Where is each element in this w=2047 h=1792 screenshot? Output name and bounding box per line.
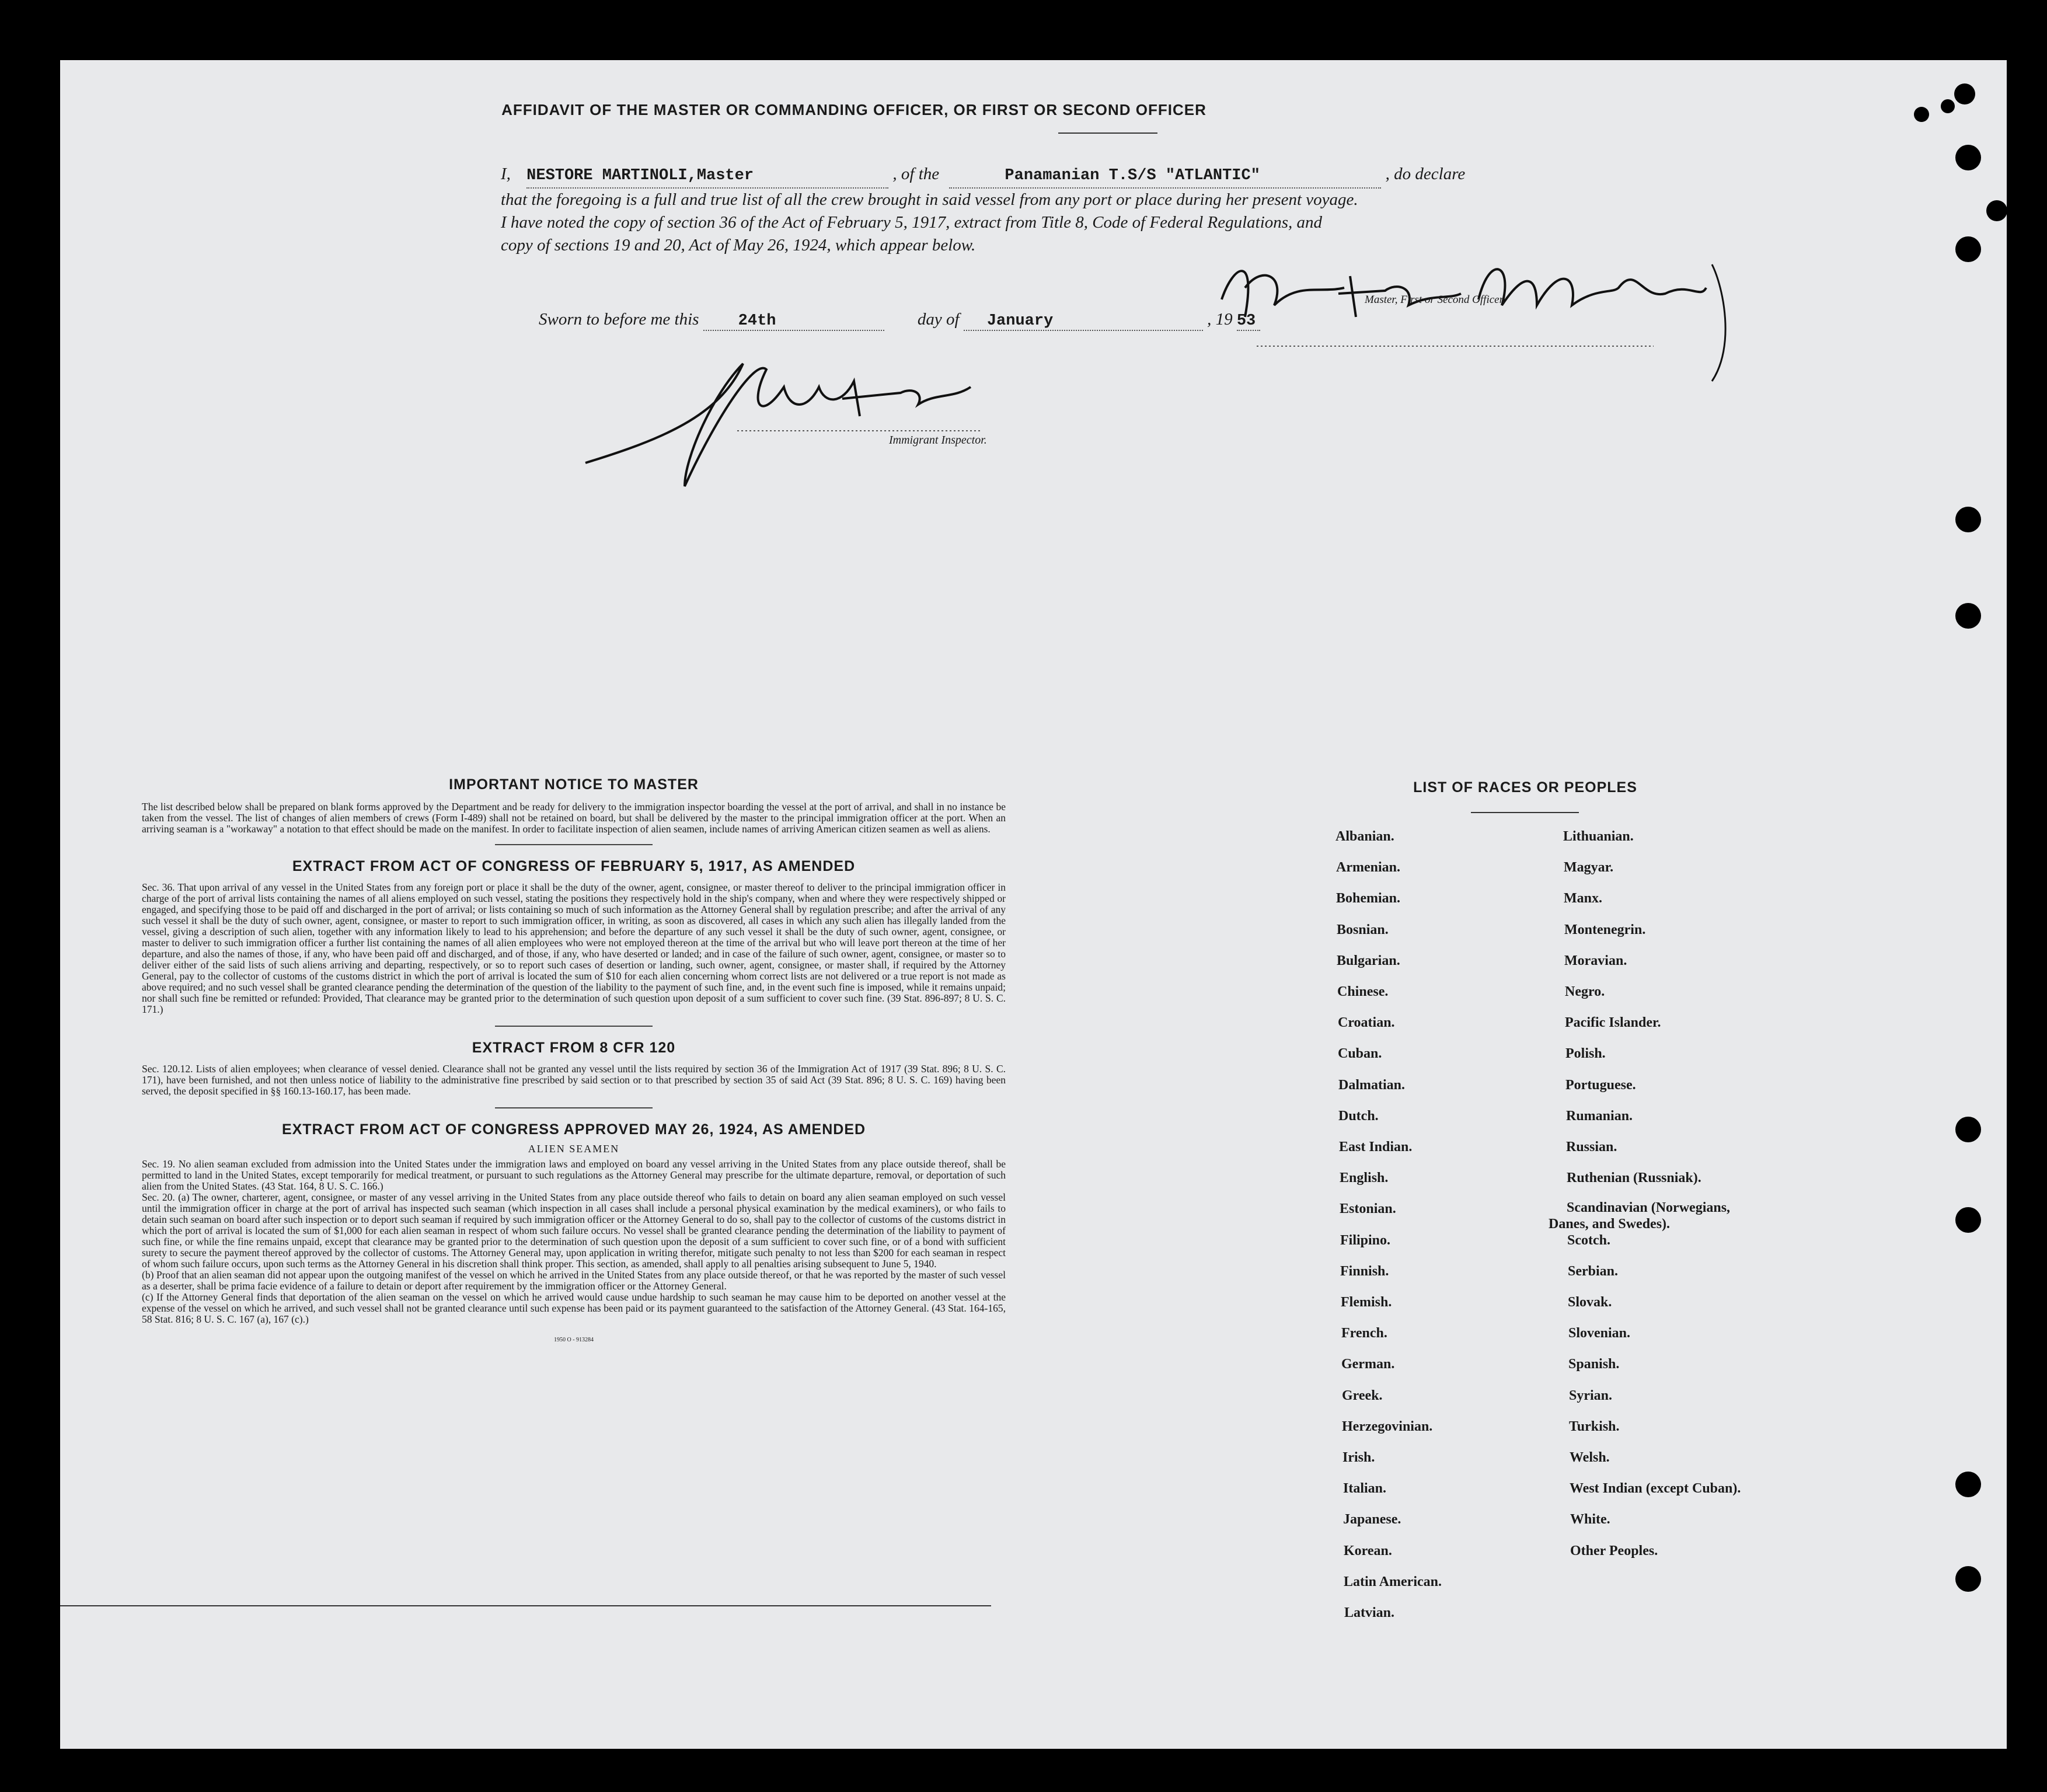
year-prefix: , 19 [1207, 310, 1233, 329]
vessel-field: Panamanian T.S/S "ATLANTIC" [949, 165, 1381, 189]
race-item: Magyar. [1564, 860, 1614, 875]
race-item: Italian. [1343, 1481, 1387, 1496]
race-item: Dutch. [1338, 1108, 1379, 1124]
punch-hole [1954, 83, 1975, 104]
race-item: French. [1341, 1326, 1387, 1341]
extract-cfr-text: Sec. 120.12. Lists of alien employees; when clearance of vessel denied. Clearance shall not be granted any vessel until the lists required by section 36 of the Immigration Act of 1917 (39 Stat. 896; 8 U. S. C. 171), have been furnished, and not then unless notice of liability to the administrative fine prescribed by said section or to that prescribed by section 35 of said Act (39 Stat. 896; 8 U. S. C. 169) having been served, the deposit specified in §§ 160.13-160.17, has been made. [142, 1063, 1006, 1097]
race-item: Moravian. [1564, 953, 1627, 968]
bottom-rule [60, 1605, 991, 1606]
race-item: Welsh. [1570, 1450, 1610, 1465]
race-item: Russian. [1566, 1139, 1617, 1155]
extract-1917-title: EXTRACT FROM ACT OF CONGRESS OF FEBRUARY 5, 1917, AS AMENDED [292, 858, 856, 874]
punch-hole [1986, 200, 2007, 221]
race-item: Pacific Islander. [1565, 1015, 1661, 1030]
divider [495, 844, 653, 845]
declaration-line-3: I have noted the copy of section 36 of the Act of February 5, 1917, extract from Title 8, Code of Federal Regulations, and [501, 213, 1323, 232]
race-item: Scotch. [1567, 1233, 1610, 1248]
race-item: Portuguese. [1565, 1078, 1636, 1093]
race-item: Greek. [1342, 1388, 1383, 1403]
day-field: 24th [703, 312, 884, 331]
punch-hole [1955, 1566, 1981, 1592]
race-item: Spanish. [1568, 1357, 1620, 1372]
race-item: Irish. [1342, 1450, 1375, 1465]
inspector-signature [574, 323, 994, 504]
day-of-label: day of [917, 310, 960, 329]
race-item: Turkish. [1569, 1419, 1620, 1434]
print-code: 1950 O - 913284 [553, 1337, 594, 1343]
race-item: Dalmatian. [1338, 1078, 1405, 1093]
month-field: January [964, 312, 1203, 331]
race-item: Bohemian. [1336, 891, 1401, 906]
race-item: Slovenian. [1568, 1326, 1631, 1341]
race-item: Korean. [1344, 1543, 1392, 1559]
race-item: Chinese. [1337, 984, 1389, 999]
punch-hole [1955, 1207, 1981, 1233]
declaration-line-2: that the foregoing is a full and true list of all the crew brought in said vessel from any port or place during her present voyage. [501, 190, 1358, 209]
signature-caption: Master, First or Second Officer. [1365, 294, 1505, 306]
document-page [60, 60, 2007, 1749]
notice-title: IMPORTANT NOTICE TO MASTER [449, 776, 699, 793]
race-item: Armenian. [1336, 860, 1400, 875]
race-item: Bosnian. [1337, 922, 1389, 937]
race-item: White. [1570, 1512, 1610, 1527]
declaration-line-4: copy of sections 19 and 20, Act of May 26, 1924, which appear below. [501, 236, 976, 254]
inspector-caption: Immigrant Inspector. [889, 434, 987, 447]
of-the-label: , of the [892, 165, 940, 183]
race-item: Manx. [1564, 891, 1602, 906]
race-item: Other Peoples. [1570, 1543, 1658, 1559]
extract-cfr-title: EXTRACT FROM 8 CFR 120 [472, 1040, 676, 1056]
i-label: I, [501, 165, 511, 183]
extract-1924-title: EXTRACT FROM ACT OF CONGRESS APPROVED MAY 26, 1924, AS AMENDED [281, 1121, 866, 1138]
do-declare-label: , do declare [1385, 165, 1466, 183]
notice-text: The list described below shall be prepared on blank forms approved by the Department and be ready for delivery to the immigration inspector boarding the vessel at the port of arrival, and shall in no instance be taken from the vessel. The list of changes of alien members of crews (Form I-489) shall not be retained on board, but shall be delivered by the master to the principal immigration officer at the port. When an arriving seaman is a "workaway" a notation to that effect should be made on the manifest. In order to facilitate inspection of alien seamen, include names of arriving American citizen seamen as well as aliens. [142, 801, 1006, 835]
master-name-field: NESTORE MARTINOLI,Master [526, 165, 888, 189]
punch-hole [1955, 603, 1981, 629]
race-item: West Indian (except Cuban). [1570, 1481, 1741, 1496]
race-item: Ruthenian (Russniak). [1567, 1170, 1701, 1186]
punch-hole [1955, 145, 1981, 170]
punch-hole [1955, 1472, 1981, 1497]
divider [495, 1107, 653, 1108]
race-item: East Indian. [1339, 1139, 1413, 1155]
race-item: Negro. [1565, 984, 1605, 999]
punch-hole [1914, 107, 1929, 122]
sec-20c-text: (c) If the Attorney General finds that deportation of the alien seaman on the vessel on which he arrived would cause undue hardship to such seaman he may cause him to be deported on another vessel at the expense of the vessel on which he arrived, and such vessel shall not be granted clearance until such expense has been paid or its payment guaranteed to the satisfaction of the Attorney General. (43 Stat. 164-165, 58 Stat. 816; 8 U. S. C. 167 (a), 167 (c).) [142, 1291, 1006, 1325]
race-item: Scandinavian (Norwegians, [1567, 1200, 1731, 1215]
race-item: Japanese. [1343, 1512, 1401, 1527]
race-item: Polish. [1565, 1046, 1606, 1061]
year-field: 53 [1237, 312, 1260, 331]
race-item: Rumanian. [1566, 1108, 1633, 1124]
races-title: LIST OF RACES OR PEOPLES [1413, 779, 1637, 796]
punch-hole [1955, 236, 1981, 262]
extracts-column [142, 776, 1006, 1343]
race-item: Syrian. [1569, 1388, 1613, 1403]
races-divider [1471, 812, 1579, 813]
race-item: Slovak. [1568, 1295, 1612, 1310]
race-item: Estonian. [1340, 1201, 1396, 1216]
race-item: German. [1341, 1357, 1395, 1372]
race-item: Flemish. [1341, 1295, 1392, 1310]
race-item: Albanian. [1335, 829, 1394, 844]
affidavit-title: AFFIDAVIT OF THE MASTER OR COMMANDING OFFICER, OR FIRST OR SECOND OFFICER [501, 101, 1206, 118]
master-signature [1210, 229, 1735, 393]
alien-seamen-subtitle: ALIEN SEAMEN [528, 1143, 620, 1155]
race-item: Danes, and Swedes). [1549, 1216, 1671, 1232]
sec-20a-text: Sec. 20. (a) The owner, charterer, agent, consignee, or master of any vessel arriving in the United States from any place outside thereof who fails to detain on board any alien seaman employed on such vessel until the immigration officer in charge at the port of arrival has inspected such seaman (which inspection in all cases shall include a personal physical examination by the medical examiners), or who fails to detain such seaman on board after such inspection or to deport such seaman if required by such immigration officer or the Attorney General to do so, shall pay to the collector of customs of the customs district in which the port of arrival is located the sum of $1,000 for each alien seaman in respect of whom such failure occurs. No vessel shall be granted clearance pending the determination of the liability to payment of such fine, or while the fine remains unpaid, except that clearance may be granted prior to the determination of such question upon the deposit of a sum sufficient to cover such fine, or of a bond with sufficient surety to secure the payment thereof approved by the collector of customs. The Attorney General may, upon application in writing therefor, mitigate such penalty to not less than $200 for each seaman in respect of whom such failure occurs, upon such terms as the Attorney General in his discretion shall think proper. This section, as amended, shall apply to all penalties arising subsequent to June 5, 1940. [142, 1191, 1006, 1270]
punch-hole [1941, 99, 1955, 113]
race-item: Latin American. [1344, 1574, 1442, 1589]
title-divider [1058, 133, 1157, 134]
extract-1917-text: Sec. 36. That upon arrival of any vessel in the United States from any foreign port or place it shall be the duty of the owner, agent, consignee, or master thereof to deliver to the principal immigration officer in charge of the port of arrival lists containing the names of all aliens employed on such vessel, stating the positions they respectively hold in the ship's company, when and where they were respectively shipped or engaged, and specifying those to be paid off and discharged in the port of arrival; or lists containing so much of such information as the Attorney General shall by regulation prescribe; and after the arrival of any such vessel it shall be the duty of such owner, agent, consignee, or master to report to such immigration officer, in writing, as soon as discovered, all cases in which any such alien has illegally landed from the vessel, giving a description of such alien, together with any information likely to lead to his apprehension; and before the departure of any such vessel it shall be the duty of such owner, agent, consignee, or master to deliver to such immigration officer a further list containing the names of all alien employees who were not employed thereon at the time of the arrival but who will leave port thereon at the time of her departure, and also the names of those, if any, who have been paid off and discharged, and of those, if any, who have deserted or landed; and in case of the failure of such owner, agent, consignee, or master so to deliver either of the said lists of such aliens arriving and departing, respectively, or so to report such cases of desertion or landing, such owner, agent, consignee, or master shall, if required by the Attorney General, pay to the collector of customs of the customs district in which the port of arrival is located the sum of $10 for each alien concerning whom correct lists are not delivered or a true report is not made as above required; and no such vessel shall be granted clearance pending the determination of the question of the liability to the payment of such fine, and, in the event such fine is imposed, while it remains unpaid; nor shall such fine be remitted or refunded: Provided, That clearance may be granted prior to the determination of such question upon deposit of a sum sufficient to cover such fine. (39 Stat. 896-897; 8 U. S. C. 171.) [142, 881, 1006, 1015]
race-item: Montenegrin. [1564, 922, 1646, 937]
sec-19-text: Sec. 19. No alien seaman excluded from admission into the United States under the immigration laws and employed on board any vessel arriving in the United States from any place outside thereof, shall be permitted to land in the United States, except temporarily for medical treatment, or pursuant to such regulations as the Attorney General may prescribe for the ultimate departure, removal, or deportation of such alien from the United States. (43 Stat. 164, 8 U. S. C. 166.) [142, 1158, 1006, 1192]
race-item: Lithuanian. [1563, 829, 1634, 844]
race-item: Serbian. [1568, 1264, 1619, 1279]
race-item: Croatian. [1338, 1015, 1395, 1030]
race-item: Finnish. [1340, 1264, 1389, 1279]
punch-hole [1955, 507, 1981, 532]
punch-hole [1955, 1117, 1981, 1142]
race-item: Cuban. [1338, 1046, 1382, 1061]
race-item: Latvian. [1344, 1605, 1395, 1620]
sec-20b-text: (b) Proof that an alien seaman did not appear upon the outgoing manifest of the vessel on which he arrived in the United States from any place outside thereof, or that he was reported by the master of such vessel as a deserter, shall be prima facie evidence of a failure to detain or deport after requirement by the immigration officer or the Attorney General. [142, 1269, 1006, 1292]
divider [495, 1026, 653, 1027]
race-item: Herzegovinian. [1342, 1419, 1433, 1434]
sworn-label: Sworn to before me this [539, 310, 699, 329]
race-item: English. [1340, 1170, 1389, 1186]
race-item: Filipino. [1340, 1233, 1391, 1248]
race-item: Bulgarian. [1337, 953, 1400, 968]
